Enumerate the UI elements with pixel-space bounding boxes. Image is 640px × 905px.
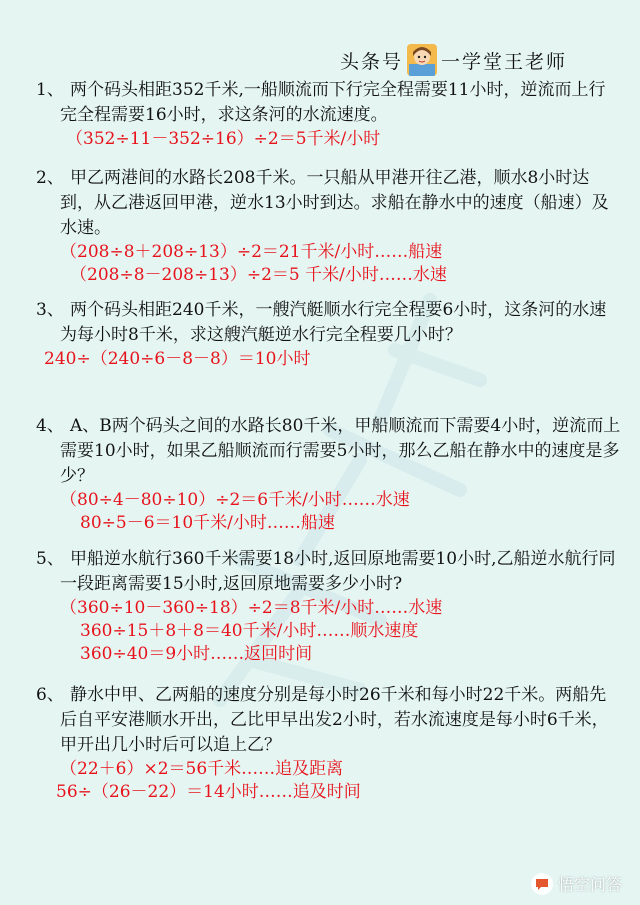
problem-text: 两个码头相距240千米，一艘汽艇顺水行完全程要6小时，这条河的水速为每小时8千米，求这艘汽艇逆水行完全程要几小时？ bbox=[60, 300, 607, 345]
teacher-avatar-icon bbox=[407, 44, 437, 76]
answer-line: 80÷5－6＝10千米/小时……船速 bbox=[80, 513, 335, 533]
problem-text: 甲船逆水航行360千米需要18小时,返回原地需要10小时,乙船逆水航行同一段距离需要15小时,返回原地需要多少小时? bbox=[60, 549, 616, 594]
problem-2 bbox=[36, 166, 621, 287]
problem-question bbox=[36, 683, 621, 758]
answer-line: （360÷10－360÷18）÷2＝8千米/小时……水速 bbox=[60, 598, 443, 618]
answer-line: （352÷11－352÷16）÷2＝5千米/小时 bbox=[66, 129, 381, 149]
problem-6 bbox=[36, 683, 621, 804]
problem-text: 甲乙两港间的水路长208千米。一只船从甲港开往乙港，顺水8小时达到，从乙港返回甲港，逆水13小时到达。求船在静水中的速度（船速）及水速。 bbox=[60, 168, 609, 238]
problem-3 bbox=[36, 298, 621, 371]
answer-line: （208÷8－208÷13）÷2＝5 千米/小时……水速 bbox=[70, 265, 447, 285]
answer-line: 56÷（26－22）＝14小时……追及时间 bbox=[56, 782, 361, 802]
answer-line: （208÷8＋208÷13）÷2＝21千米/小时……船速 bbox=[60, 242, 443, 262]
header-platform-label: 头条号 bbox=[340, 50, 404, 73]
header-teacher-name: 一学堂王老师 bbox=[441, 50, 568, 73]
problem-text: A、B两个码头之间的水路长80千米，甲船顺流而下需要4小时，逆流而上需要10小时，如果乙船顺流而行需要5小时，那么乙船在静水中的速度是多少？ bbox=[60, 416, 621, 486]
problem-number: 1、 bbox=[36, 80, 64, 100]
page-header bbox=[340, 40, 567, 80]
problem-4 bbox=[36, 414, 621, 535]
answer-line: （22＋6）×2＝56千米……追及距离 bbox=[60, 759, 344, 779]
problem-question bbox=[36, 298, 621, 348]
problem-number: 5、 bbox=[36, 549, 64, 569]
speech-bubble-icon bbox=[531, 873, 553, 895]
problem-question bbox=[36, 78, 621, 128]
answer-line: 360÷15＋8＋8＝40千米/小时……顺水速度 bbox=[80, 621, 419, 641]
problem-question bbox=[36, 547, 621, 597]
problem-1 bbox=[36, 78, 621, 151]
problem-number: 3、 bbox=[36, 300, 64, 320]
problem-question bbox=[36, 166, 621, 241]
problem-number: 2、 bbox=[36, 168, 64, 188]
answer-line: （80÷4－80÷10）÷2＝6千米/小时……水速 bbox=[60, 490, 410, 510]
footer-brand-text: 悟空问答 bbox=[557, 875, 622, 894]
answer-line: 240÷（240÷6－8－8）＝10小时 bbox=[44, 349, 311, 369]
problem-number: 6、 bbox=[36, 685, 64, 705]
problem-5 bbox=[36, 547, 621, 666]
footer-brand bbox=[531, 872, 622, 895]
problem-question bbox=[36, 414, 621, 489]
answer-line: 360÷40＝9小时……返回时间 bbox=[80, 644, 313, 664]
problem-text: 两个码头相距352千米,一船顺流而下行完全程需要11小时，逆流而上行完全程需要16小时，求这条河的水流速度。 bbox=[60, 80, 606, 125]
problem-number: 4、 bbox=[36, 416, 64, 436]
problem-text: 静水中甲、乙两船的速度分别是每小时26千米和每小时22千米。两船先后自平安港顺水开出，乙比甲早出发2小时，若水流速度是每小时6千米，甲开出几小时后可以追上乙？ bbox=[60, 685, 609, 755]
